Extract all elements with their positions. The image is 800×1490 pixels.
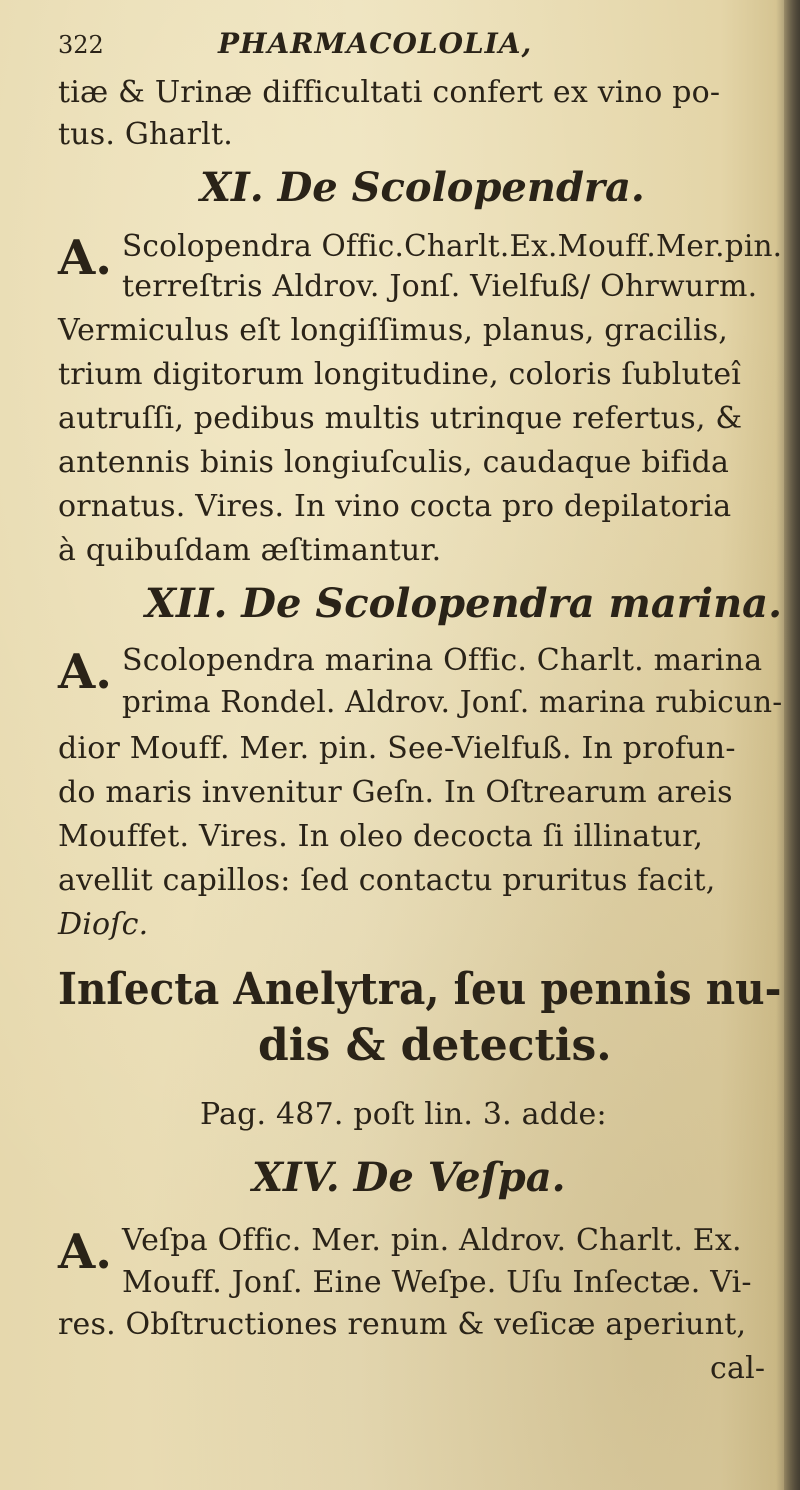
text-line: Veſpa Offic. Mer. pin. Aldrov. Charlt. Ex. bbox=[122, 1223, 742, 1258]
text-line: autruſſi, pedibus multis utrinque refertus, & bbox=[58, 401, 743, 436]
text-line: Mouffet. Vires. In oleo decocta ſi illinatur, bbox=[58, 819, 704, 854]
section-heading: XIV. De Veſpa. bbox=[252, 1154, 566, 1201]
section-heading: dis & detectis. bbox=[258, 1020, 612, 1071]
section-heading: Inſecta Anelytra, ſeu pennis nu- bbox=[58, 964, 782, 1015]
text-line: Scolopendra marina Offic. Charlt. marina bbox=[122, 643, 763, 678]
text-line: dior Mouff. Mer. pin. See-Vielfuß. In profun- bbox=[58, 731, 736, 766]
section-heading: XI. De Scolopendra. bbox=[200, 164, 645, 211]
text-line: Vermiculus eſt longiſſimus, planus, gracilis, bbox=[58, 313, 729, 348]
running-head bbox=[58, 27, 533, 60]
text-line: trium digitorum longitudine, coloris ſubluteî bbox=[58, 357, 742, 392]
section-letter: A. bbox=[58, 1224, 112, 1280]
text-line: tus. Gharlt. bbox=[58, 117, 233, 152]
text-line: Dioſc. bbox=[58, 907, 149, 942]
text-line: terreſtris Aldrov. Jonſ. Vielfuß/ Ohrwurm. bbox=[122, 269, 758, 304]
text-line: Pag. 487. poſt lin. 3. adde: bbox=[200, 1097, 607, 1132]
text-line: antennis binis longiuſculis, caudaque bifida bbox=[58, 445, 730, 480]
text-line: do maris invenitur Geſn. In Oſtrearum areis bbox=[58, 775, 733, 810]
catchword: cal- bbox=[710, 1351, 766, 1386]
text-line: res. Obſtructiones renum & veſicæ aperiunt, bbox=[58, 1307, 747, 1342]
page-gutter bbox=[784, 0, 800, 1490]
text-line: Mouff. Jonſ. Eine Weſpe. Uſu Inſectæ. Vi- bbox=[122, 1265, 752, 1300]
section-letter: A. bbox=[58, 644, 112, 700]
text-line: avellit capillos: ſed contactu pruritus facit, bbox=[58, 863, 716, 898]
section-letter: A. bbox=[58, 230, 112, 286]
running-title: PHARMACOLOLIA, bbox=[218, 27, 533, 60]
page-number: 322 bbox=[58, 31, 104, 59]
text-line: ornatus. Vires. In vino cocta pro depilatoria bbox=[58, 489, 732, 524]
text-line: tiæ & Urinæ difficultati confert ex vino po- bbox=[58, 75, 721, 110]
section-heading: XII. De Scolopendra marina. bbox=[145, 580, 782, 627]
text-line: à quibuſdam æſtimantur. bbox=[58, 533, 442, 568]
text-line: prima Rondel. Aldrov. Jonſ. marina rubicun- bbox=[122, 685, 783, 720]
text-line: Scolopendra Offic.Charlt.Ex.Mouff.Mer.pin. bbox=[122, 229, 783, 264]
